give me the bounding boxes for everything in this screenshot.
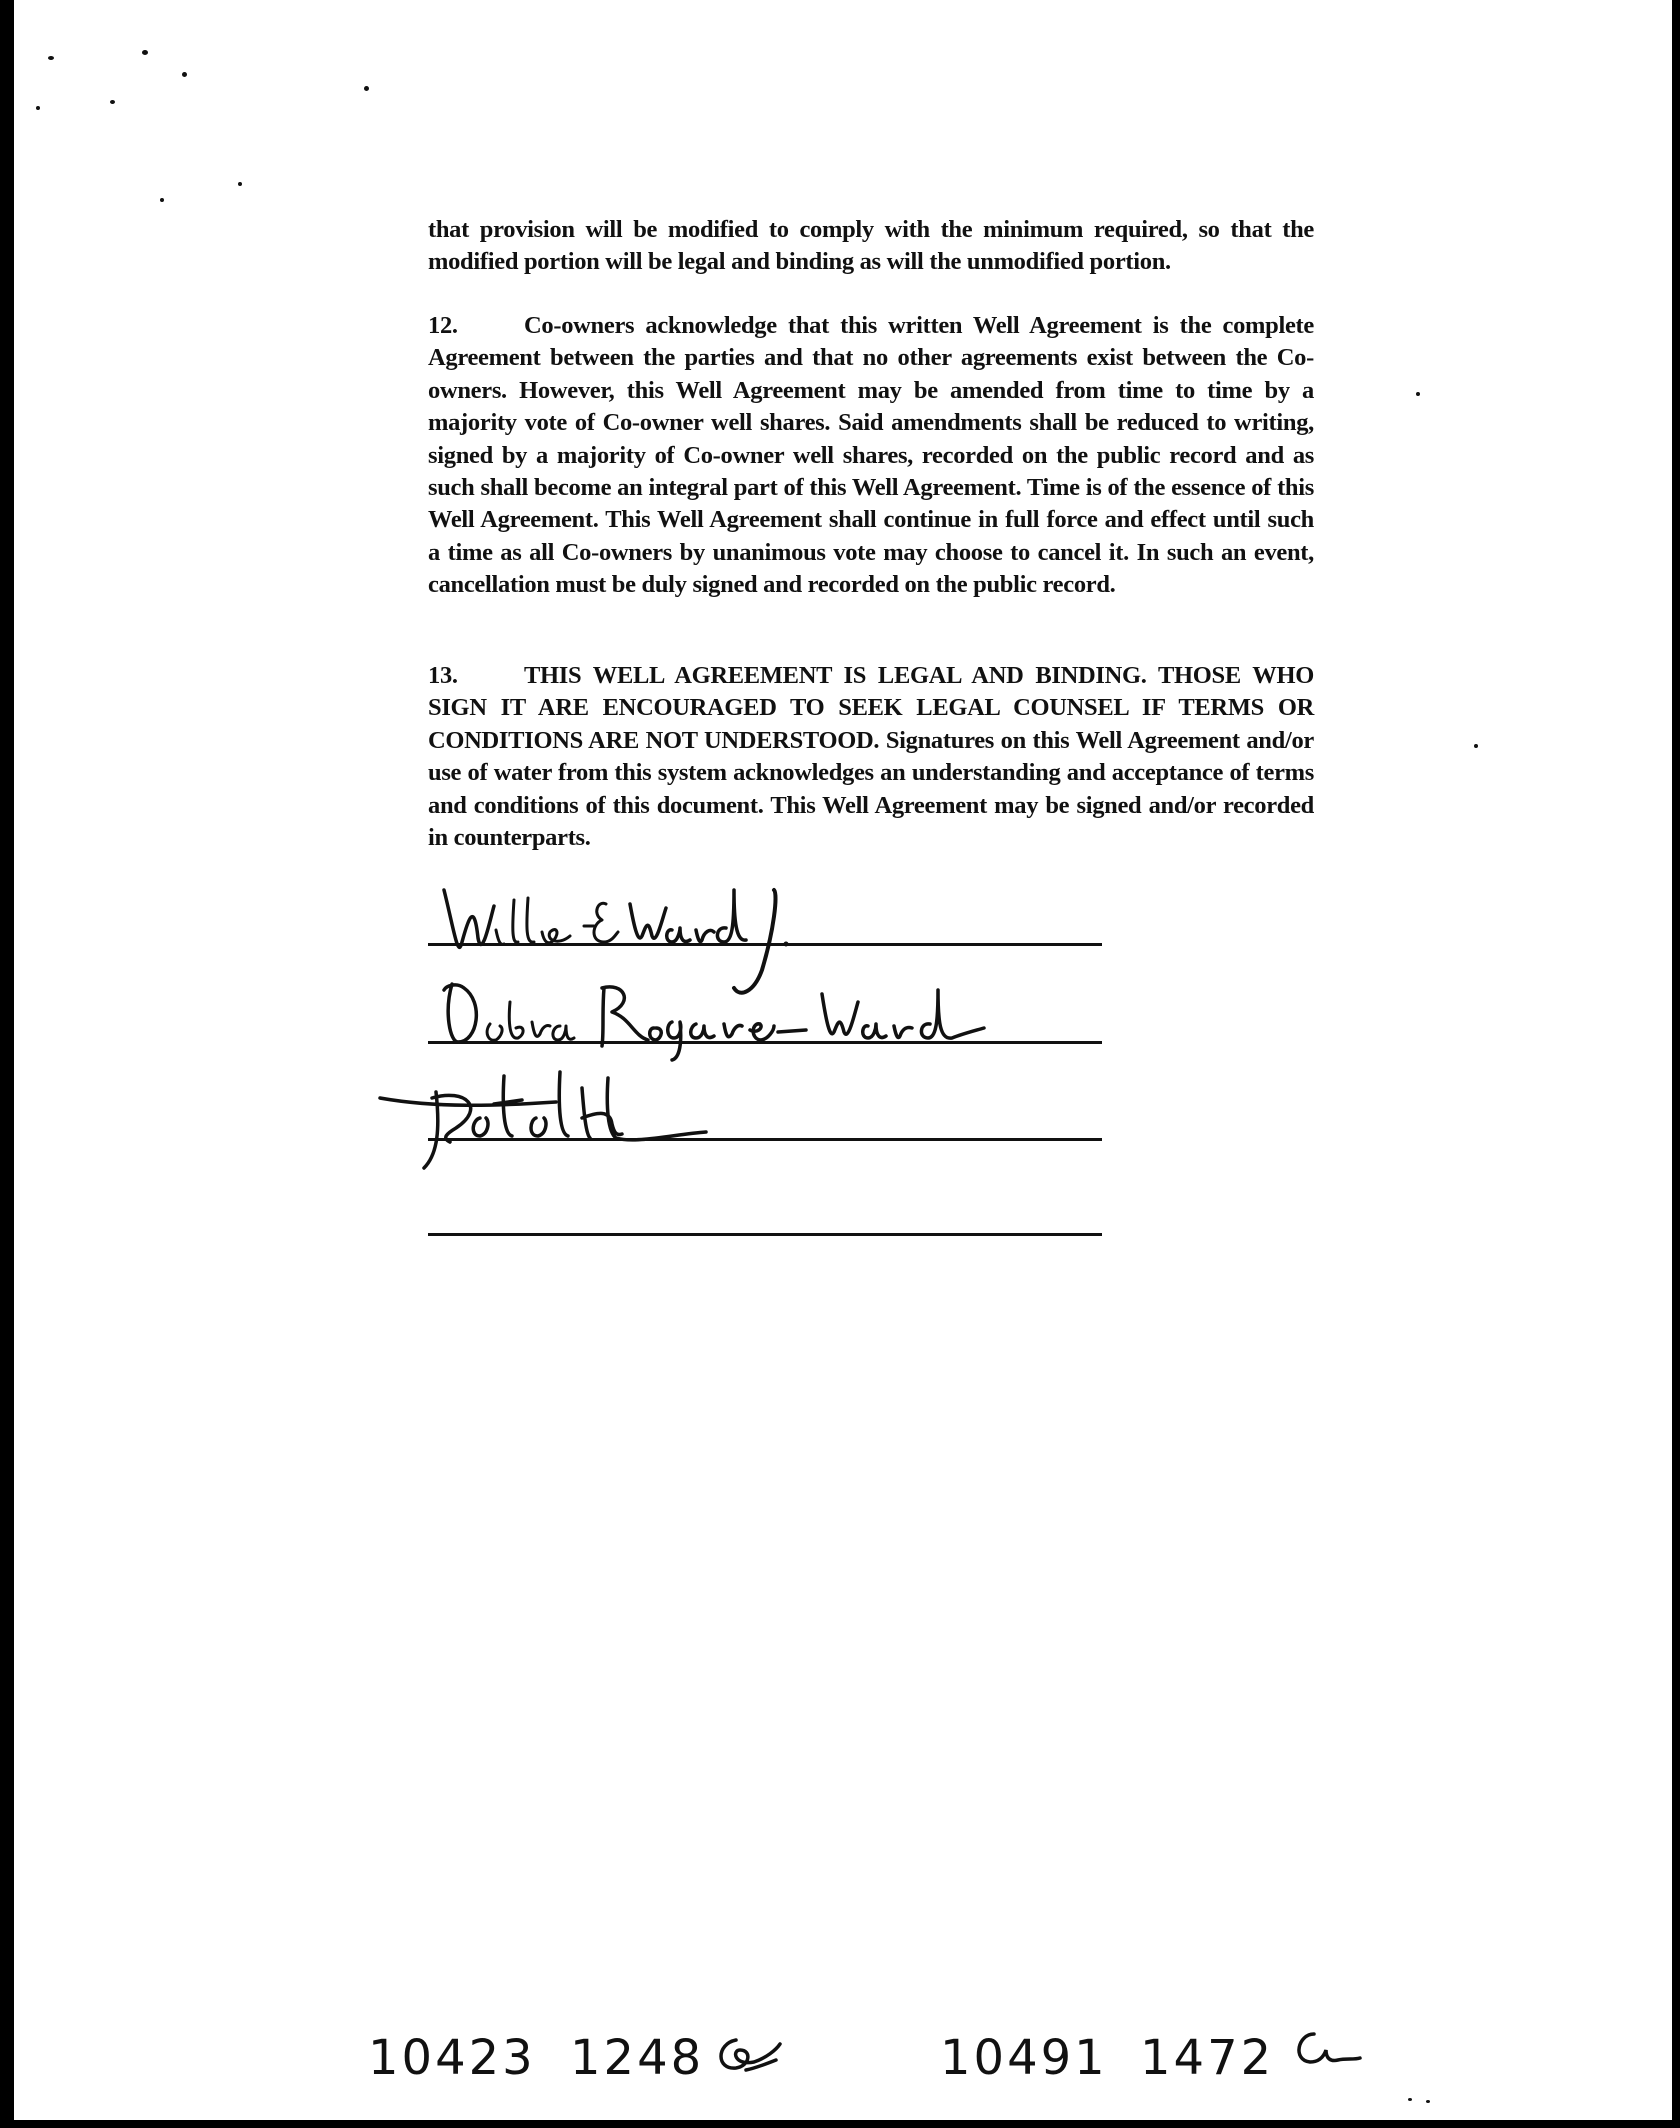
signature-line: [428, 1233, 1102, 1236]
paragraph-text: Co-owners acknowledge that this written Well Agreement is the complete Agreement between the parties and that no other agreements exist between the Co-owners. However, this Well Agreement may be amended from time to time by a majority vote of Co-owner well shares. Said amendments shall be reduced to writing, signed by a majority of Co-owner well shares, recorded on the public record and as such shall become an integral part of this Well Agreement. Time is of the essence of this Well Agreement. This Well Agreement shall continue in full force and effect until such a time as all Co-owners by unanimous vote may choose to cancel it. In such an event, cancellation must be duly signed and recorded on the public record.: [428, 312, 1314, 599]
paragraph-text: THIS WELL AGREEMENT IS LEGAL AND BINDING. THOSE WHO SIGN IT ARE ENCOURAGED TO SEEK LEGAL COUNSEL IF TERMS OR CONDITIONS ARE NOT UNDERSTOOD. Signatures on this Well Agreement and/or use of water from this system acknowledges an understanding and acceptance of terms and conditions of this document. This Well Agreement may be signed and/or recorded in counterparts.: [428, 662, 1314, 852]
scan-speck: [1416, 392, 1420, 396]
scan-speck: [110, 100, 115, 104]
signature-debra-rodriguez-ward: [434, 972, 1034, 1062]
signature-third-cosigner: [376, 1058, 766, 1178]
paragraph-number: 12.: [428, 312, 458, 339]
scan-speck: [142, 50, 148, 55]
handwritten-initials: [1284, 2026, 1364, 2076]
scan-speck: [1426, 2100, 1430, 2103]
scan-speck: [364, 86, 369, 91]
scan-speck: [1474, 744, 1478, 748]
scan-speck: [160, 198, 164, 202]
document-page: [14, 0, 1672, 2120]
scan-speck: [182, 72, 187, 77]
reference-number: 1248: [570, 2030, 705, 2086]
continuation-text: that provision will be modified to comply with the minimum required, so that the modified portion will be legal and binding as will the unmodified portion.: [428, 216, 1314, 276]
reference-number: 1472: [1140, 2030, 1275, 2086]
scan-speck: [36, 106, 40, 110]
scan-speck: [238, 182, 242, 186]
continuation-paragraph: [428, 214, 1314, 279]
paragraph-number: 13.: [428, 662, 458, 689]
scan-speck: [1408, 2098, 1412, 2101]
handwritten-initials: [706, 2030, 786, 2080]
scan-speck: [48, 56, 54, 60]
paragraph-13: [428, 660, 1314, 854]
paragraph-12: [428, 310, 1314, 602]
reference-number: 10423: [368, 2030, 536, 2086]
reference-number: 10491: [940, 2030, 1108, 2086]
